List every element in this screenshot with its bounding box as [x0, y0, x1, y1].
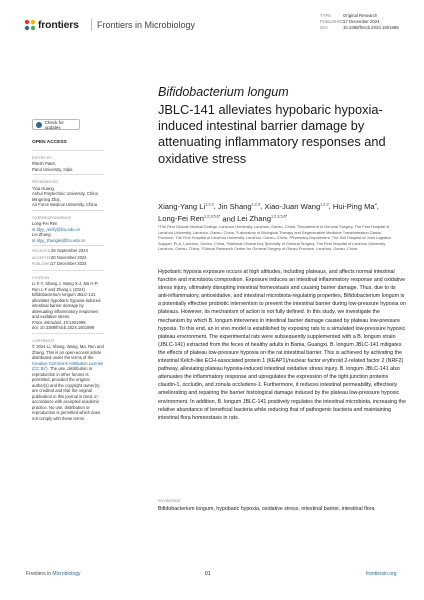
citation-text: Li X-Y, Shang J, Wang X-J, Ma H-P, Ren L-F and Zhang L (2024) Bifidobacterium longum JBLC-141 alleviates hypobaric hypoxia-induced intestinal barrier damage by attenuating inflammatory responses and oxidative stress. [32, 281, 101, 319]
author[interactable]: Jin Shang$^{1,2,3}$ [217, 201, 261, 211]
meta-type: TYPE Original Research [320, 13, 378, 18]
author-list: Xiang-Yang Li$^{1,2,3}$, Jin Shang$^{1,2,3}$, Xiao-Juan Wang$^{1,2,3}$, Hui-Ping Ma$^4$, Long-Fei Ren$^{1,2,3,5,6*}$ and Lei Zhang$^{1,2,3,5,6*}$ [158, 201, 379, 224]
brand-name[interactable]: frontiers [38, 19, 79, 31]
date-accepted: ACCEPTED20 November 2024 [32, 254, 87, 260]
author[interactable]: Xiang-Yang Li$^{1,2,3}$ [158, 201, 214, 211]
citation-section: CITATION Li X-Y, Shang J, Wang X-J, Ma H-P, Ren L-F and Zhang L (2024) Bifidobacterium longum JBLC-141 alleviates hypobaric hypoxia-induced intestinal barrier damage by attenuating inflammatory responses and oxidative stress. Front. Microbiol. 15:1501999. doi: 10.3389/fmicb.2024.1501999 [32, 270, 104, 331]
author[interactable]: Long-Fei Ren$^{1,2,3,5,6*}$ [158, 214, 221, 224]
author[interactable]: Hui-Ping Ma$^4$ [332, 201, 377, 211]
title-kicker: Bifidobacterium longum [158, 85, 289, 99]
frontiers-logo-icon [24, 19, 36, 31]
article-sidebar [32, 140, 104, 421]
copyright-section: COPYRIGHT © 2024 Li, Shang, Wang, Ma, Ren and Zhang. This is an open-access article distributed under the terms of the Creative Commons Attribution License (CC BY). The use, distribution or reproduction in other forums is permitted, provided the original author(s) and the copyright owner(s) are credited and that the original publication in this journal is cited, in accordance with accepted academic practice. No use, distribution or reproduction is permitted which does not comply with these terms. [32, 333, 104, 422]
date-published: PUBLISHED17 December 2024 [32, 261, 87, 266]
journal-name[interactable]: Frontiers in Microbiology [97, 20, 196, 30]
header-divider [91, 19, 92, 31]
editor-name: Ritesh Patel, [32, 161, 56, 166]
reviewer-name: Mingming Zhai, [32, 196, 61, 202]
keywords-label: KEYWORDS [158, 499, 181, 503]
correspondent-email[interactable]: ✉ ldyy_renlfy@lzu.edu.cn [32, 226, 81, 232]
abstract-text: Hypobaric hypoxia exposure occurs at high altitudes, including plateaus, and affects normal intestinal function and microbiota composition. Exposure induces an intestinal inflammatory response and oxidative stress injury, ultimately disrupting intestinal homeostasis and causing barrier damage. Thus, due to its anti-inflammatory, antioxidative, and intestinal microbiota-regulating properties, Bifidobacterium longum is a potentially effective probiotic intervention to prevent the intestinal barrier during low-pressure hypoxia on plateaus. However, its mechanism of action is not fully defined. In this study, we investigate the mechanism by which B. longum intervenes in intestinal barrier damage caused by plateau low-pressure hypoxia. To this end, an in vivo model is established by exposing rats to a simulated low-pressure hypoxic plateau environment. The experimental rats were subsequently supplemented with a B. longum strain (JBLC-141) extracted from the feces of healthy adults in Bama, Guangxi. B. longum JBLC-141 mitigates the effects of plateau low-pressure hypoxia on the rat intestinal barrier. This is achieved by activating the intestinal Kelch-like ECH-associated protein 1 (KEAP1)/nuclear factor erythroid 2-related factor 2 (NRF2) pathway, alleviating plateau hypoxia-induced intestinal oxidative stress injury. B. longum JBLC-141 also attenuates the inflammatory response and upregulates the expression of the tight junction proteins claudin-1, occludin, and zonula occludens-1. Furthermore, it reduces intestinal permeability, effectively ameliorating and repairing the barrier histological damage induced by the plateau low-pressure hypoxic environment. In addition, B. longum JBLC-141 positively regulates the intestinal microbiota, increasing the relative abundance of beneficial bacteria while reducing that of pathogenic bacteria and maintaining intestinal flora homeostasis in rats. [158, 269, 406, 421]
date-received: RECEIVED26 September 2024 [32, 248, 88, 253]
reviewer-name: Yina Huang, [32, 185, 55, 191]
affiliations: ¹The First Clinical Medical College, Lanzhou University, Lanzhou, Gansu, China, ²Department of General Surgery, The First Hospital of Lanzhou University, Lanzhou, Gansu, China, ³Laboratory of Biological Therapy and Regenerative Medicine Transformation Gansu Province, The First Hospital of Lanzhou University, Lanzhou, Gansu, China, ⁴Pharmacy Department, The 940 Hospital of Joint Logistics Support, PLA, Lanzhou, Gansu, China, ⁵National Clinical Key Specialty of General Surgery, The First Hospital of Lanzhou University, Lanzhou, Gansu, China, ⁶Clinical Research Center for General Surgery of Gansu Province, Lanzhou, Gansu, China [158, 224, 392, 252]
meta-doi: DOI 10.3389/fmicb.2024.1501999 [320, 25, 399, 30]
edited-by-section: EDITED BY Ritesh Patel, Parul University, India [32, 150, 104, 173]
author[interactable]: Xiao-Juan Wang$^{1,2,3}$ [264, 201, 329, 211]
footer-journal: Frontiers in Microbiology [26, 571, 81, 577]
dates-section [32, 245, 104, 268]
correspondent-name: Lei Zhang [32, 232, 51, 237]
editor-affiliation: Parul University, India [32, 166, 73, 172]
copyright-text: © 2024 Li, Shang, Wang, Ma, Ren and Zhang. This is an open-access article distributed under the terms of the Creative Commons Attribution License (CC BY). The use, distribution or reproduction in other forums is permitted, provided the original author(s) and the copyright owner(s) are credited and that the original publication in this journal is cited, in accordance with accepted academic practice. No use, distribution or reproduction is permitted which does not comply with these terms. [32, 344, 104, 421]
citation-journal: Front. Microbiol. 15:1501999. [32, 319, 87, 325]
correspondent-email[interactable]: ✉ ldyy_zhanglei@lzu.edu.cn [32, 237, 86, 243]
article-title: JBLC-141 alleviates hypobaric hypoxia-induced intestinal barrier damage by attenuating inflammatory responses and oxidative stress [158, 102, 386, 166]
page-number: 01 [205, 571, 211, 577]
article-meta [320, 13, 399, 31]
open-access-label: OPEN ACCESS [32, 140, 67, 145]
author[interactable]: Lei Zhang$^{1,2,3,5,6*}$ [237, 214, 288, 224]
correspondent-name: Long-Fei Ren [32, 221, 58, 226]
correspondence-section: *CORRESPONDENCE Long-Fei Ren ✉ ldyy_renlfy@lzu.edu.cn Lei Zhang ✉ ldyy_zhanglei@lzu.edu.cn [32, 210, 104, 244]
license-link[interactable]: Creative Commons Attribution License (CC BY) [32, 360, 104, 371]
reviewer-affiliation: Air Force Medical University, China [32, 202, 98, 207]
citation-doi[interactable]: doi: 10.3389/fmicb.2024.1501999 [32, 325, 95, 330]
reviewer-affiliation: Anhui Polytechnic University, China [32, 191, 98, 196]
meta-published: PUBLISHED17 December 2024 [320, 19, 380, 24]
check-for-updates-button[interactable]: Check for updates [32, 119, 80, 130]
keywords-list: Bifidobacterium longum, hypobaric hypoxia, oxidative stress, intestinal barrier, intestinal flora [158, 506, 375, 512]
footer-site-link[interactable]: frontiersin.org [366, 571, 397, 577]
reviewed-by-section: REVIEWED BY Yina Huang, Anhui Polytechnic University, China Mingming Zhai, Air Force Medical University, China [32, 174, 104, 208]
check-updates-icon [36, 122, 42, 128]
